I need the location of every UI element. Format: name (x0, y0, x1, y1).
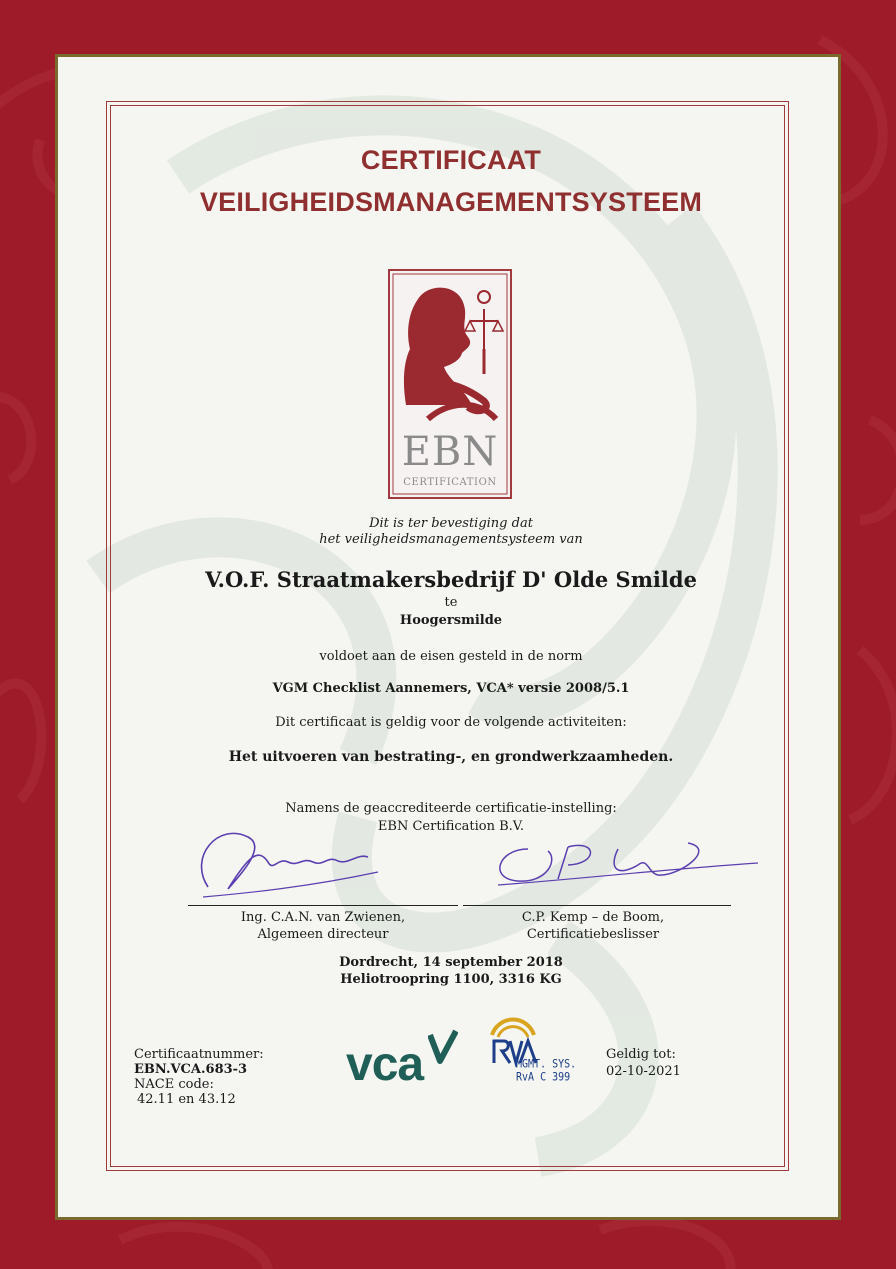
company-name: V.O.F. Straatmakersbedrijf D' Olde Smilde (205, 567, 697, 592)
certificate-title-line2: VEILIGHEIDSMANAGEMENTSYSTEEM (199, 187, 703, 217)
nace-value: 42.11 en 43.12 (137, 1092, 236, 1107)
cert-number: EBN.VCA.683-3 (134, 1062, 248, 1077)
signatory-2 (478, 909, 708, 943)
on-behalf-line-1: Namens de geaccrediteerde certificatie-instelling: (285, 801, 617, 816)
signatory-2-name: C.P. Kemp – de Boom, (521, 910, 665, 925)
signatory-1-name: Ing. C.A.N. van Zwienen, (240, 910, 406, 925)
certificate-title-line1: CERTIFICAAT (360, 145, 542, 175)
norm-compliance-text: voldoet aan de eisen gesteld in de norm (319, 649, 583, 664)
signature-2 (488, 829, 768, 899)
ebn-certification-logo (388, 269, 512, 499)
vca-check-icon (428, 1029, 458, 1065)
valid-until-block (606, 1047, 681, 1079)
rva-logo (488, 1015, 578, 1095)
valid-for-text: Dit certificaat is geldig voor de volgende activiteiten: (275, 715, 627, 730)
vca-logo-text: vca (346, 1038, 424, 1091)
inner-frame (106, 101, 789, 1171)
valid-until-date: 02-10-2021 (606, 1064, 681, 1079)
ebn-logo-text: EBN (401, 429, 499, 475)
address: Heliotroopring 1100, 3316 KG (340, 972, 562, 987)
certificate-paper (55, 54, 841, 1220)
norm-name: VGM Checklist Aannemers, VCA* versie 2008/5.1 (272, 681, 630, 696)
intro-line-2: het veiligheidsmanagementsysteem van (319, 532, 583, 547)
signature-line-1 (188, 905, 458, 906)
ebn-logo-subtext: CERTIFICATION (403, 477, 497, 488)
rva-top-text: MGMT. SYS. (516, 1058, 577, 1071)
rva-bottom-text: RvA C 399 (516, 1071, 571, 1084)
vca-logo (346, 1029, 458, 1093)
company-city: Hoogersmilde (399, 613, 503, 628)
intro-line-1: Dit is ter bevestiging dat (369, 516, 533, 531)
signature-1 (188, 817, 388, 907)
te-label: te (444, 595, 458, 610)
nace-label: NACE code: (134, 1077, 214, 1092)
signatory-2-role: Certificatiebeslisser (526, 927, 660, 942)
cert-number-label: Certificaatnummer: (134, 1047, 264, 1062)
signatory-1-role: Algemeen directeur (257, 927, 389, 942)
activities-text: Het uitvoeren van bestrating-, en grondwerkzaamheden. (228, 749, 674, 765)
on-behalf-line-2: EBN Certification B.V. (377, 819, 525, 834)
place-date: Dordrecht, 14 september 2018 (339, 955, 563, 970)
signatory-1 (208, 909, 438, 943)
certificate-number-block (134, 1047, 264, 1107)
signature-line-2 (463, 905, 731, 906)
valid-until-label: Geldig tot: (606, 1047, 676, 1062)
